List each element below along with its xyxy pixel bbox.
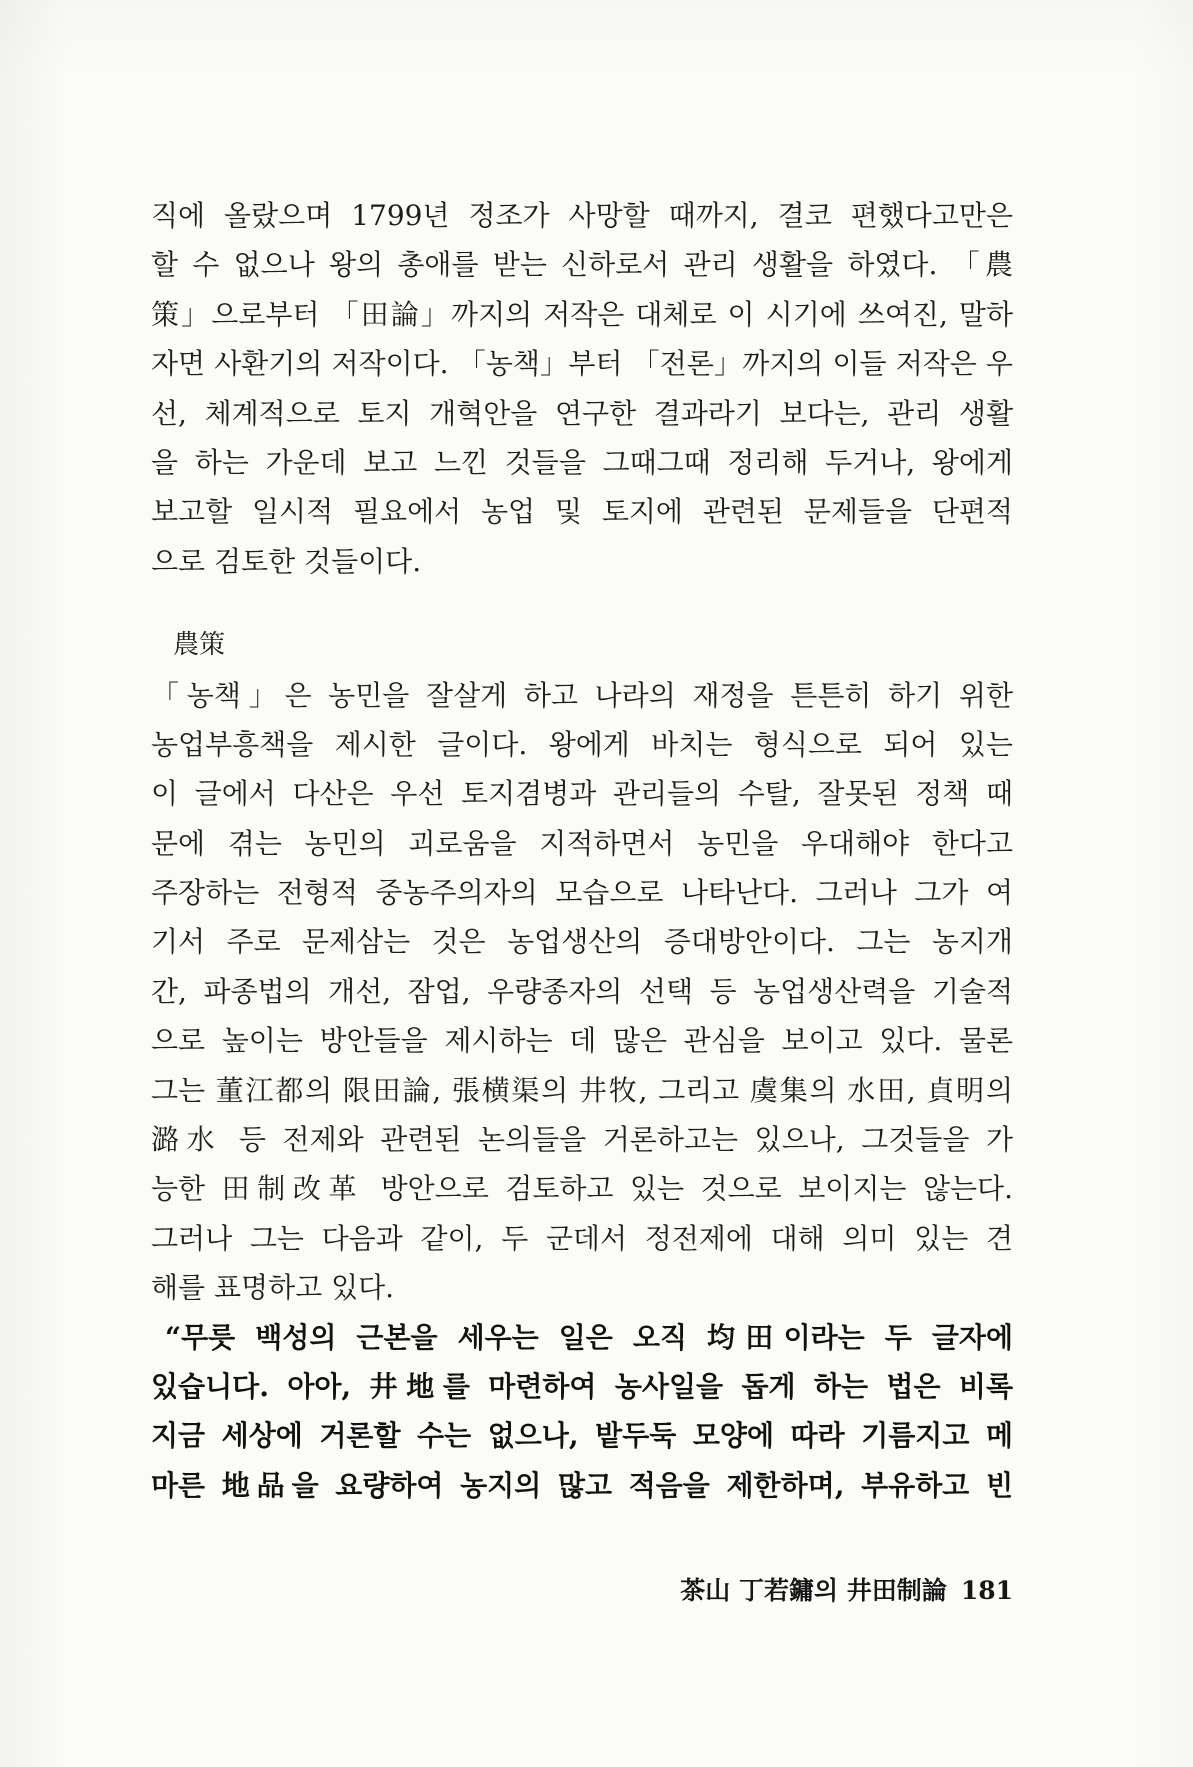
text-line: 농업부흥책을 제시한 글이다. 왕에게 바치는 형식으로 되어 있는 xyxy=(151,727,1013,761)
text-line: 선, 체계적으로 토지 개혁안을 연구한 결과라기 보다는, 관리 생활 xyxy=(151,396,1013,430)
text-line: 있습니다. 아아, 井地를 마련하여 농사일을 돕게 하는 법은 비록 xyxy=(151,1369,1013,1403)
text-line: 이 글에서 다산은 우선 토지겸병과 관리들의 수탈, 잘못된 정책 때 xyxy=(151,777,1013,811)
running-title: 茶山 丁若鏞의 井田制論 xyxy=(680,1576,947,1605)
section-heading: 農策 xyxy=(173,630,226,661)
text-line: 마른 地品을 요량하여 농지의 많고 적음을 제한하며, 부유하고 빈 xyxy=(151,1468,1013,1502)
text-line: 「농책」은 농민을 잘살게 하고 나라의 재정을 튼튼히 하기 위한 xyxy=(151,678,1013,712)
text-line: 으로 검토한 것들이다. xyxy=(151,544,422,578)
text-line: 策」으로부터 「田論」까지의 저작은 대체로 이 시기에 쓰여진, 말하 xyxy=(151,297,1013,331)
running-footer xyxy=(680,1571,1013,1611)
text-line: “무릇 백성의 근본을 세우는 일은 오직 均田이라는 두 글자에 xyxy=(165,1320,1013,1354)
text-line: 해를 표명하고 있다. xyxy=(151,1271,395,1305)
text-line: 그러나 그는 다음과 같이, 두 군데서 정전제에 대해 의미 있는 견 xyxy=(151,1221,1013,1255)
page-number: 181 xyxy=(960,1576,1013,1605)
text-line: 문에 겪는 농민의 괴로움을 지적하면서 농민을 우대해야 한다고 xyxy=(151,826,1013,860)
text-line: 자면 사환기의 저작이다. 「농책」부터 「전론」까지의 이들 저작은 우 xyxy=(151,347,1013,381)
text-line: 그는 董江都의 限田論, 張横渠의 井牧, 그리고 虞集의 水田, 貞明의 xyxy=(151,1073,1013,1107)
text-line: 주장하는 전형적 중농주의자의 모습으로 나타난다. 그러나 그가 여 xyxy=(151,876,1013,910)
paragraph-1 xyxy=(151,191,1013,586)
text-line: 으로 높이는 방안들을 제시하는 데 많은 관심을 보이고 있다. 물론 xyxy=(151,1024,1013,1058)
page-body xyxy=(151,191,1013,1510)
text-line: 할 수 없으나 왕의 총애를 받는 신하로서 관리 생활을 하였다. 「農 xyxy=(151,248,1013,282)
text-line: 직에 올랐으며 1799년 정조가 사망할 때까지, 결코 편했다고만은 xyxy=(151,199,1013,232)
text-line: 지금 세상에 거론할 수는 없으나, 밭두둑 모양에 따라 기름지고 메 xyxy=(151,1419,1013,1453)
text-line: 보고할 일시적 필요에서 농업 및 토지에 관련된 문제들을 단편적 xyxy=(151,495,1013,529)
text-line: 기서 주로 문제삼는 것은 농업생산의 증대방안이다. 그는 농지개 xyxy=(151,925,1013,959)
quotation-paragraph xyxy=(151,1313,1013,1511)
text-line: 간, 파종법의 개선, 잠업, 우량종자의 선택 등 농업생산력을 기술적 xyxy=(151,974,1013,1008)
text-line: 을 하는 가운데 보고 느낀 것들을 그때그때 정리해 두거나, 왕에게 xyxy=(151,445,1013,479)
paragraph-2 xyxy=(151,671,1013,1313)
text-line: 潞水 등 전제와 관련된 논의들을 거론하고는 있으나, 그것들을 가 xyxy=(151,1123,1013,1157)
text-line: 능한 田制改革 방안으로 검토하고 있는 것으로 보이지는 않는다. xyxy=(151,1172,1013,1206)
